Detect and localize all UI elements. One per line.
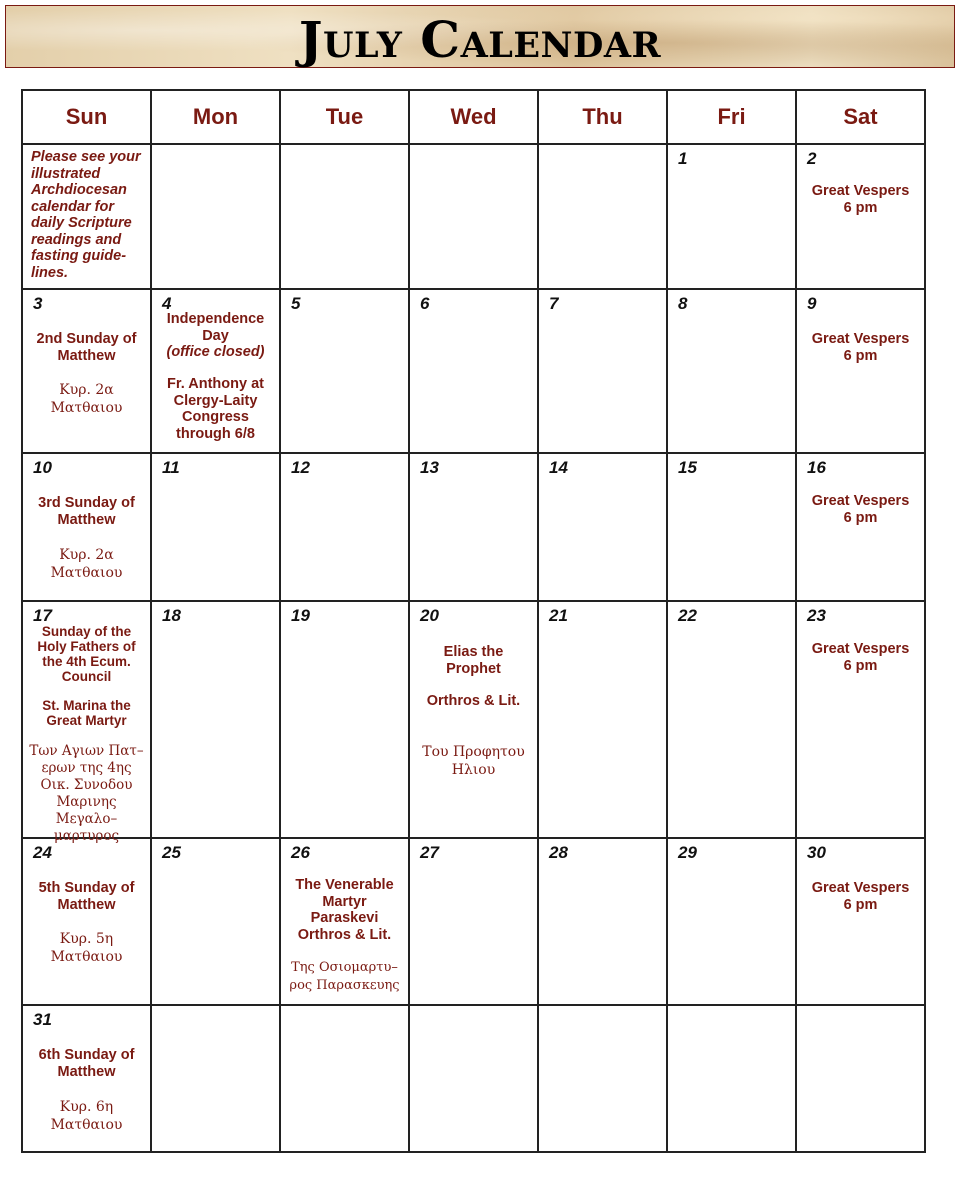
- vespers-time: 6 pm: [843, 199, 878, 216]
- vespers-event: [801, 880, 920, 913]
- paraskevi-event-greek: Της Οσιομαρτυ– ρος Παρασκευης: [289, 960, 400, 993]
- sunday-event-greek: Κυρ. 5η Ματθαιου: [50, 931, 123, 965]
- calendar-grid: [21, 89, 926, 1153]
- day-number: 22: [678, 606, 697, 625]
- sunday-event: 5th Sunday of Matthew: [38, 880, 135, 913]
- empty-cell: [151, 144, 280, 289]
- empty-cell: [280, 1005, 409, 1152]
- day-cell-1: [667, 144, 796, 289]
- week-row: [22, 289, 925, 453]
- day-number: 6: [420, 294, 430, 313]
- day-cell-13: [409, 453, 538, 601]
- clergy-laity-event: Fr. Anthony at Clergy-Laity Congress through 6/8: [167, 376, 264, 442]
- weekday-thu: Thu: [538, 90, 667, 144]
- day-number: 26: [291, 843, 310, 862]
- day-number: 13: [420, 458, 439, 477]
- day-number: 30: [807, 843, 826, 862]
- empty-cell: [796, 1005, 925, 1152]
- empty-cell: [151, 1005, 280, 1152]
- day-cell-6: [409, 289, 538, 453]
- scripture-note: Please see your illustrated Archdiocesan calendar for daily Scripture readings and fasting guide-lines.: [31, 149, 141, 281]
- day-cell-10: [22, 453, 151, 601]
- day-number: 1: [678, 149, 688, 168]
- day-cell-12: [280, 453, 409, 601]
- week-row: [22, 1005, 925, 1152]
- weekday-wed: Wed: [409, 90, 538, 144]
- week-row: [22, 601, 925, 838]
- vespers-time: 6 pm: [843, 347, 878, 364]
- day-number: 21: [549, 606, 568, 625]
- day-number: 31: [33, 1010, 52, 1029]
- empty-cell: [409, 1005, 538, 1152]
- day-cell-17: [22, 601, 151, 844]
- day-number: 19: [291, 606, 310, 625]
- day-number: 15: [678, 458, 697, 477]
- paraskevi-event: The Venerable Martyr Paraskevi Orthros & Lit.: [295, 877, 394, 943]
- day-number: 25: [162, 843, 181, 862]
- day-number: 4: [162, 294, 172, 313]
- day-cell-30: [796, 838, 925, 1005]
- day-number: 28: [549, 843, 568, 862]
- weekday-sat: Sat: [796, 90, 925, 144]
- vespers-event: [801, 183, 920, 216]
- day-cell-21: [538, 601, 667, 838]
- day-cell-28: [538, 838, 667, 1005]
- day-number: 23: [807, 606, 826, 625]
- day-cell-24: [22, 838, 151, 1005]
- weekday-mon: Mon: [151, 90, 280, 144]
- empty-cell: [280, 144, 409, 289]
- day-cell-20: [409, 601, 538, 838]
- day-cell-11: [151, 453, 280, 601]
- sunday-event-greek: Κυρ. 2α Ματθαιου: [50, 547, 123, 581]
- day-number: 2: [807, 149, 817, 168]
- weekday-tue: Tue: [280, 90, 409, 144]
- page-title: July Calendar: [298, 10, 662, 69]
- day-number: 5: [291, 294, 301, 313]
- weekday-header-row: [22, 90, 925, 144]
- day-number: 11: [162, 458, 180, 477]
- vespers-label: Great Vespers: [811, 331, 910, 347]
- day-cell-18: [151, 601, 280, 838]
- day-number: 8: [678, 294, 688, 313]
- holy-fathers-event: Sunday of the Holy Fathers of the 4th Ecum. Council: [37, 624, 136, 684]
- vespers-time: 6 pm: [843, 657, 878, 674]
- day-cell-5: [280, 289, 409, 453]
- vespers-time: 6 pm: [843, 896, 878, 913]
- title-banner: [5, 5, 955, 68]
- vespers-event: [801, 493, 920, 526]
- empty-cell: [667, 1005, 796, 1152]
- sunday-event-greek: Κυρ. 6η Ματθαιου: [50, 1099, 123, 1133]
- day-cell-7: [538, 289, 667, 453]
- day-number: 3: [33, 294, 43, 313]
- day-cell-23: [796, 601, 925, 838]
- day-number: 10: [33, 458, 52, 477]
- week-row: [22, 453, 925, 601]
- week-row: [22, 144, 925, 289]
- day-cell-8: [667, 289, 796, 453]
- elias-event-greek: Του Προφητου Ηλιου: [422, 744, 525, 778]
- day-number: 20: [420, 606, 439, 625]
- office-closed-label: (office closed): [166, 344, 265, 360]
- sunday-event-greek: Κυρ. 2α Ματθαιου: [50, 382, 123, 416]
- day-cell-16: [796, 453, 925, 601]
- day-number: 29: [678, 843, 697, 862]
- holy-fathers-event-greek: Των Αγιων Πατ– ερων της 4ης Οικ. Συνοδου Μαρινης Μεγαλο– μαρτυρος: [29, 743, 144, 844]
- empty-cell: [538, 1005, 667, 1152]
- weekday-fri: Fri: [667, 90, 796, 144]
- day-cell-19: [280, 601, 409, 838]
- vespers-label: Great Vespers: [811, 493, 910, 509]
- day-number: 9: [807, 294, 817, 313]
- day-cell-22: [667, 601, 796, 838]
- holiday-label: Independence Day: [166, 311, 265, 344]
- day-cell-27: [409, 838, 538, 1005]
- orthros-liturgy-event: Orthros & Lit.: [426, 693, 521, 709]
- day-number: 24: [33, 843, 52, 862]
- day-number: 12: [291, 458, 310, 477]
- vespers-label: Great Vespers: [811, 183, 910, 199]
- sunday-event: 2nd Sunday of Matthew: [36, 331, 137, 364]
- sunday-event: 6th Sunday of Matthew: [38, 1047, 135, 1080]
- vespers-label: Great Vespers: [811, 880, 910, 896]
- holiday-event: [156, 311, 275, 361]
- vespers-event: [801, 641, 920, 674]
- day-number: 14: [549, 458, 568, 477]
- weekday-sun: Sun: [22, 90, 151, 144]
- day-cell-9: [796, 289, 925, 453]
- day-cell-25: [151, 838, 280, 1005]
- week-row: [22, 838, 925, 1005]
- day-number: 7: [549, 294, 559, 313]
- sunday-event: 3rd Sunday of Matthew: [38, 495, 135, 528]
- day-number: 27: [420, 843, 439, 862]
- day-cell-29: [667, 838, 796, 1005]
- day-number: 17: [33, 606, 52, 625]
- vespers-event: [801, 331, 920, 364]
- day-cell-31: [22, 1005, 151, 1152]
- note-cell: [22, 144, 151, 289]
- empty-cell: [409, 144, 538, 289]
- day-cell-26: [280, 838, 409, 1005]
- day-number: 16: [807, 458, 826, 477]
- day-cell-4: [151, 289, 280, 453]
- day-cell-3: [22, 289, 151, 453]
- vespers-label: Great Vespers: [811, 641, 910, 657]
- st-marina-event: St. Marina the Great Martyr: [42, 698, 131, 728]
- elias-event: Elias the Prophet: [443, 644, 504, 677]
- day-number: 18: [162, 606, 181, 625]
- day-cell-15: [667, 453, 796, 601]
- vespers-time: 6 pm: [843, 509, 878, 526]
- day-cell-2: [796, 144, 925, 289]
- empty-cell: [538, 144, 667, 289]
- day-cell-14: [538, 453, 667, 601]
